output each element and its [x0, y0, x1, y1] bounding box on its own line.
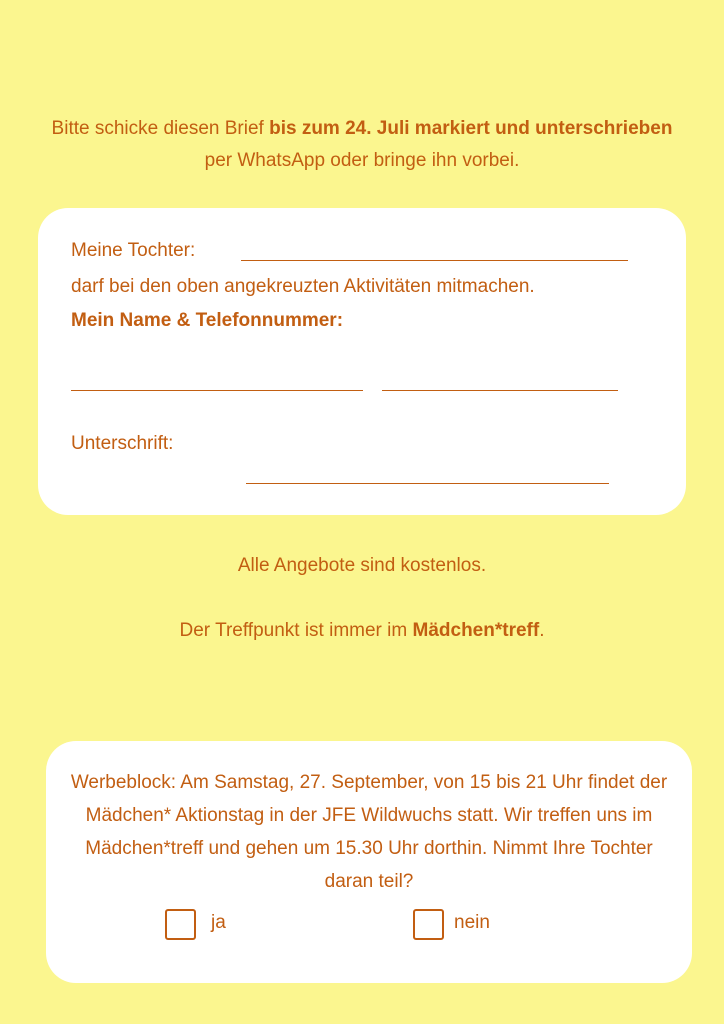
meeting-part1: Der Treffpunkt ist immer im: [179, 620, 413, 641]
name-phone-label: Mein Name & Telefonnummer:: [71, 310, 344, 331]
no-label: nein: [454, 912, 490, 933]
no-checkbox[interactable]: [413, 909, 444, 940]
yes-label: ja: [211, 912, 226, 933]
meeting-location: Mädchen*treff: [412, 620, 540, 641]
free-offers-text: Alle Angebote sind kostenlos.: [237, 555, 487, 576]
daughter-name-line[interactable]: [241, 260, 628, 261]
intro-part1: Bitte schicke diesen Brief: [51, 118, 270, 139]
permission-text: darf bei den oben angekreuzten Aktivitäten mitmachen.: [71, 276, 535, 297]
signature-label: Unterschrift:: [71, 433, 174, 454]
signature-line[interactable]: [246, 483, 609, 484]
promo-card: [46, 741, 692, 983]
meeting-point-text: [0, 620, 724, 642]
yes-checkbox[interactable]: [165, 909, 196, 940]
daughter-label: Meine Tochter:: [71, 240, 196, 261]
promo-text: Werbeblock: Am Samstag, 27. September, von 15 bis 21 Uhr findet der Mädchen* Aktionstag in der JFE Wildwuchs statt. Wir treffen uns im Mädchen*treff und gehen um 15.30 Uhr dorthin. Nimmt Ihre Tochter daran teil?: [70, 772, 668, 892]
intro-text: [40, 113, 684, 177]
consent-form-card: [38, 208, 686, 515]
name-line[interactable]: [71, 390, 363, 391]
intro-part2: per WhatsApp oder bringe ihn vorbei.: [204, 150, 520, 171]
phone-line[interactable]: [382, 390, 618, 391]
intro-deadline: bis zum 24. Juli markiert und unterschrieben: [269, 118, 673, 139]
meeting-part2: .: [539, 620, 545, 641]
